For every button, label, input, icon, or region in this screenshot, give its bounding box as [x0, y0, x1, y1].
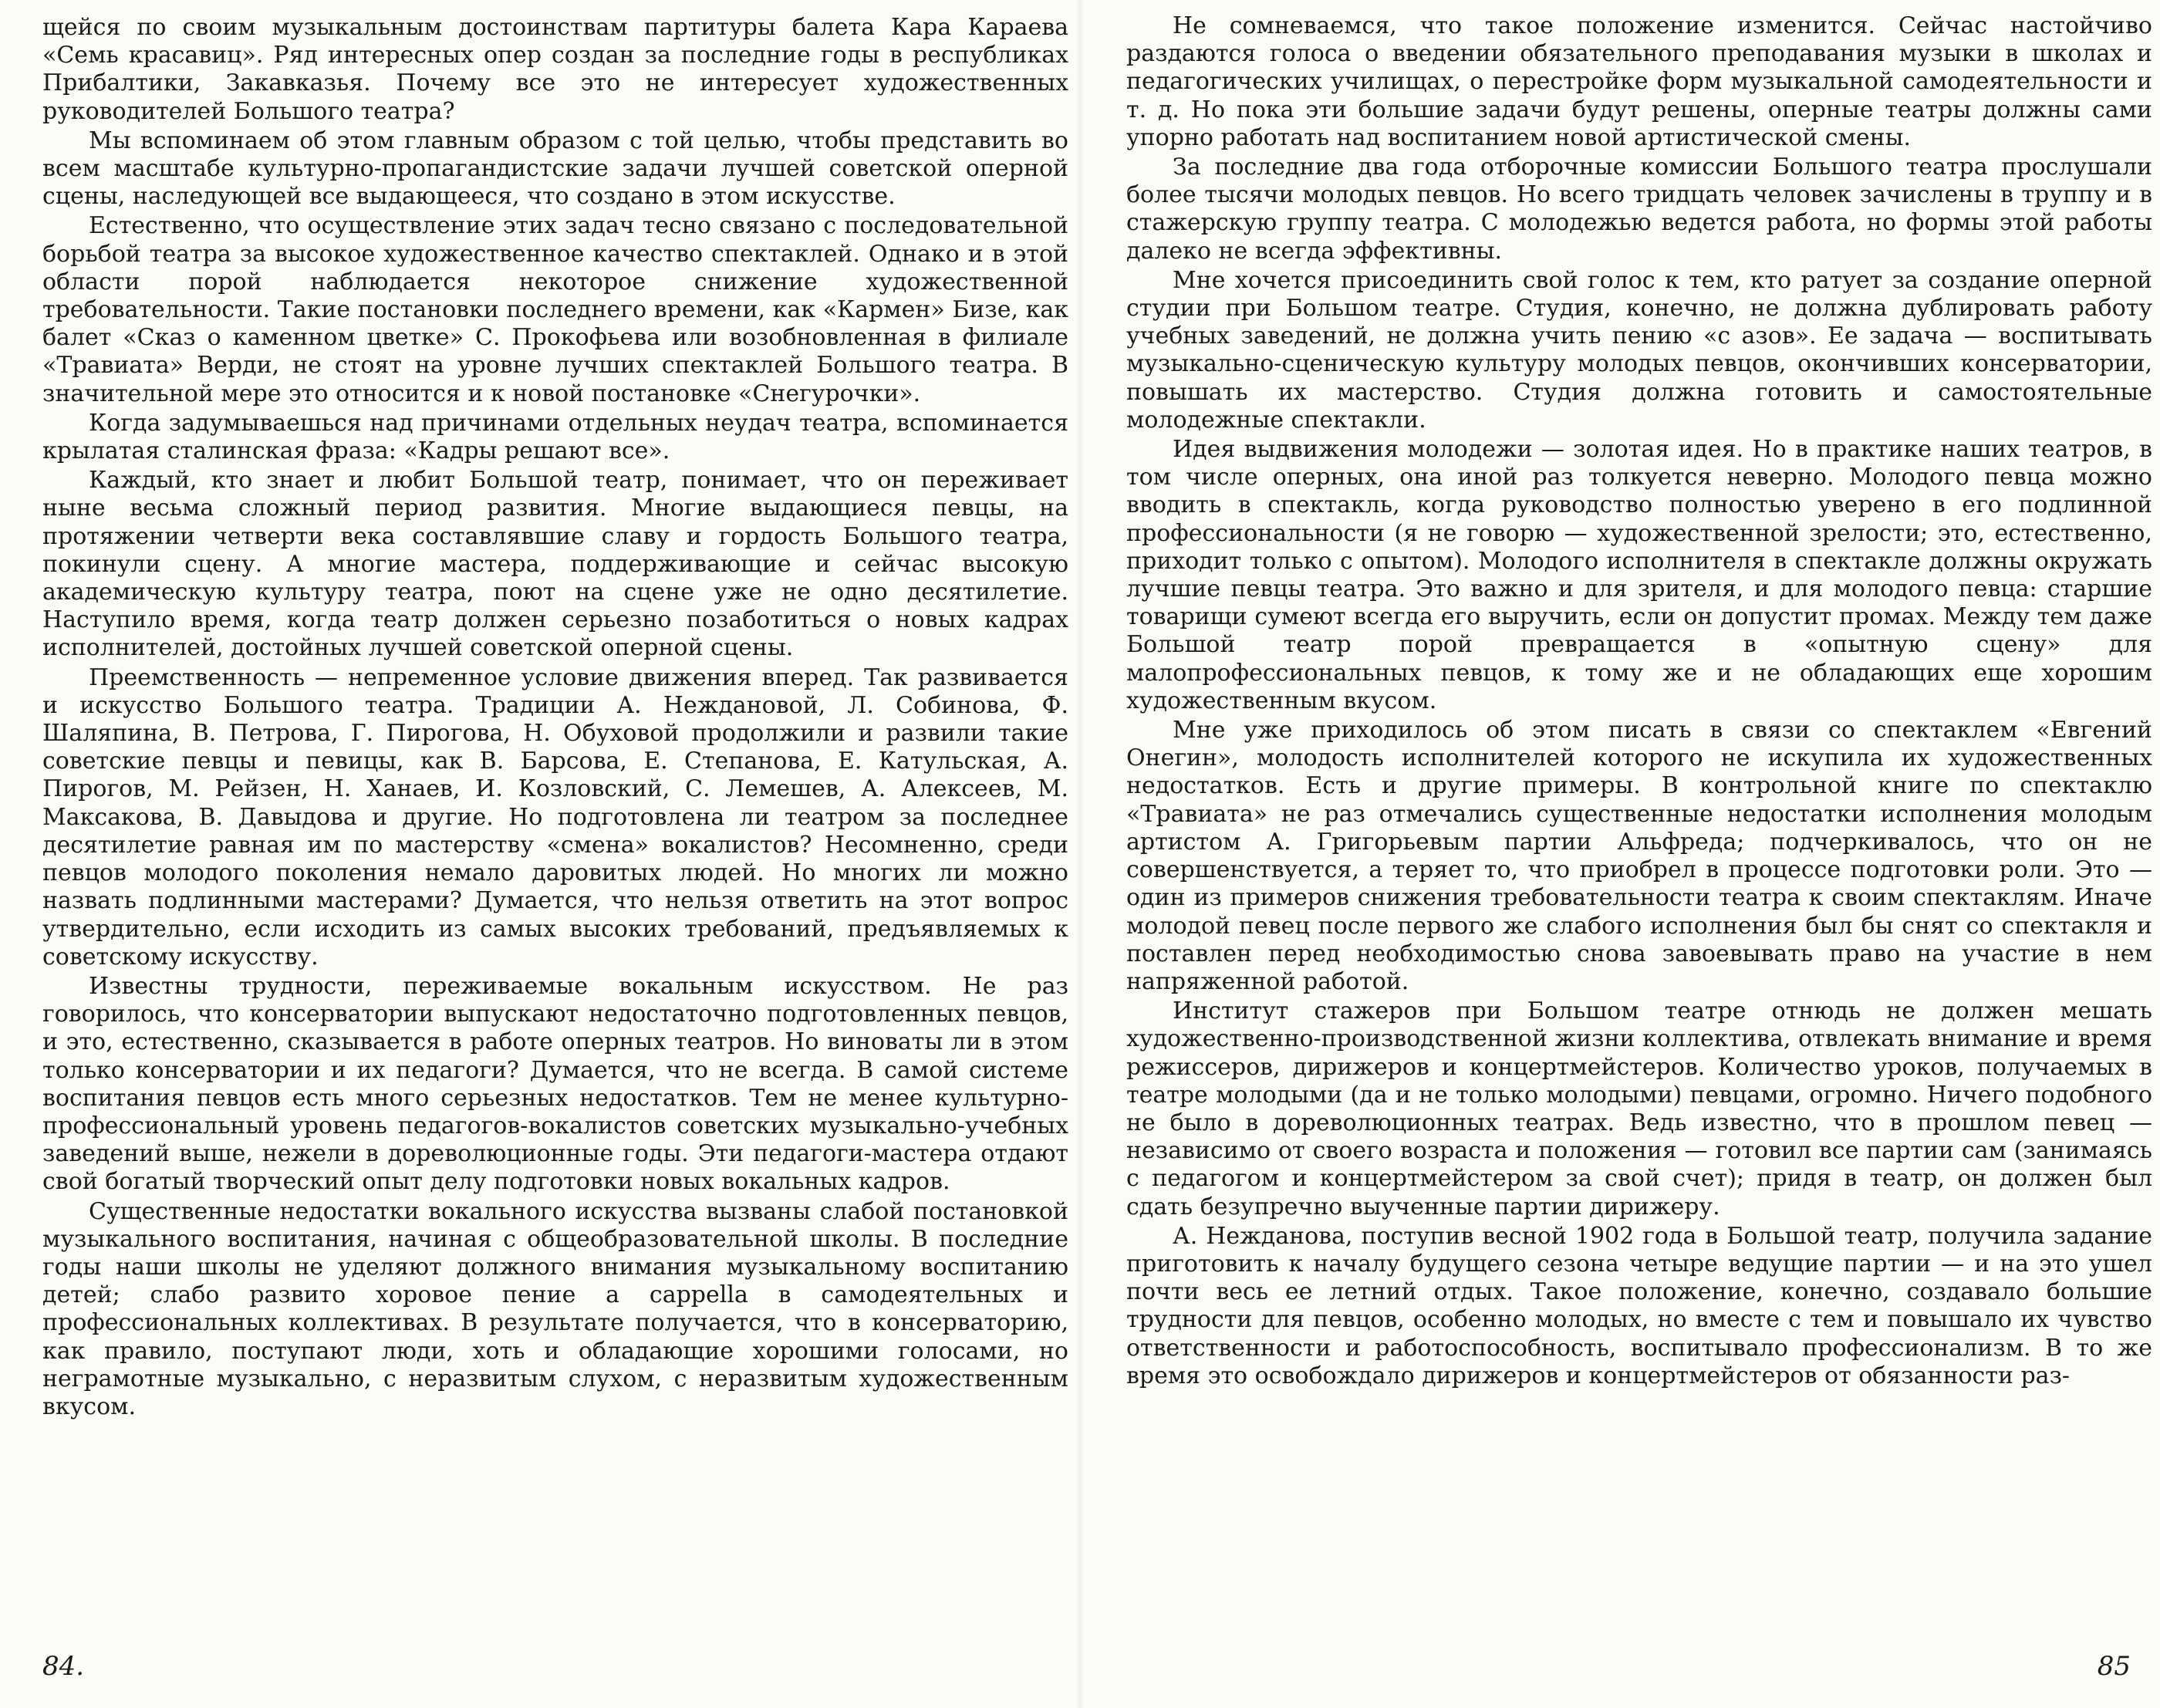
paragraph: Существенные недостатки вокального искусства вызваны слабой постановкой музыкального воспитания, начиная с общеобразовательной школы. В последние годы наши школы не уделяют должного внимания музыкальному воспитанию детей; слабо развито хоровое пение a cappella в самодеятельных и профессиональных коллективах. В результате получается, что в консерваторию, как правило, поступают люди, хоть и обладающие хорошими голосами, но неграмотные музыкально, с неразвитым слухом, с неразвитым художественным вкусом.: [42, 1197, 1068, 1420]
paragraph: Мне хочется присоединить свой голос к тем, кто ратует за создание оперной студии при Большом театре. Студия, конечно, не должна дублировать работу учебных заведений, не должна учить пению «с азов». Ее задача — воспитывать музыкально-сценическую культуру молодых певцов, окончивших консерватории, повышать их мастерство. Студия должна готовить и самостоятельные молодежные спектакли.: [1126, 266, 2152, 434]
paragraph: Естественно, что осуществление этих задач тесно связано с последовательной борьбой театра за высокое художественное качество спектаклей. Однако и в этой области порой наблюдается некоторое снижение художественной требовательности. Такие постановки последнего времени, как «Кармен» Бизе, как балет «Сказ о каменном цветке» С. Прокофьева или возобновленная в филиале «Травиата» Верди, не стоят на уровне лучших спектаклей Большого театра. В значительной мере это относится и к новой постановке «Снегурочки».: [42, 212, 1068, 407]
paragraph: За последние два года отборочные комиссии Большого театра прослушали более тысячи молодых певцов. Но всего тридцать человек зачислены в труппу и в стажерскую группу театра. С молодежью ведется работа, но формы этой работы далеко не всегда эффективны.: [1126, 154, 2152, 265]
paragraph: Институт стажеров при Большом театре отнюдь не должен мешать художественно-производственной жизни коллектива, отвлекать внимание и время режиссеров, дирижеров и концертмейстеров. Количество уроков, получаемых в театре молодыми (да и не только молодыми) певцами, огромно. Ничего подобного не было в дореволюционных театрах. Ведь известно, что в прошлом певец — независимо от своего возраста и положения — готовил все партии сам (занимаясь с педагогом и концертмейстером за свой счет); придя в театр, он должен был сдать безупречно выученные партии дирижеру.: [1126, 997, 2152, 1220]
page-number-right: 85: [2097, 1651, 2131, 1682]
paragraph: Мы вспоминаем об этом главным образом с той целью, чтобы представить во всем масштабе культурно-пропагандистские задачи лучшей советской оперной сцены, наследующей все выдающееся, что создано в этом искусстве.: [42, 127, 1068, 211]
paragraph: щейся по своим музыкальным достоинствам партитуры балета Кара Караева «Семь красавиц». Ряд интересных опер создан за последние годы в республиках Прибалтики, Закавказья. Почему все это не интересует художественных руководителей Большого театра?: [42, 14, 1068, 125]
paragraph: Не сомневаемся, что такое положение изменится. Сейчас настойчиво раздаются голоса о введении обязательного преподавания музыки в школах и педагогических училищах, о перестройке форм музыкальной самодеятельности и т. д. Но пока эти большие задачи будут решены, оперные театры должны сами упорно работать над воспитанием новой артистической смены.: [1126, 12, 2152, 151]
left-page-text: [42, 14, 1068, 1423]
paragraph: Мне уже приходилось об этом писать в связи со спектаклем «Евгений Онегин», молодость исполнителей которого не искупила их художественных недостатков. Есть и другие примеры. В контрольной книге по спектаклю «Травиата» не раз отмечались существенные недостатки исполнения молодым артистом А. Григорьевым партии Альфреда; подчеркивалось, что он не совершенствуется, а теряет то, что приобрел в процессе подготовки роли. Это — один из примеров снижения требовательности театра к своим спектаклям. Иначе молодой певец после первого же слабого исполнения был бы снят со спектакля и поставлен перед необходимостью снова завоевывать право на участие в нем напряженной работой.: [1126, 717, 2152, 995]
page-number-left: 84.: [42, 1651, 85, 1682]
paragraph: Каждый, кто знает и любит Большой театр, понимает, что он переживает ныне весьма сложный период развития. Многие выдающиеся певцы, на протяжении четверти века составлявшие славу и гордость Большого театра, покинули сцену. А многие мастера, поддерживающие и сейчас высокую академическую культуру театра, поют на сцене уже не одно десятилетие. Наступило время, когда театр должен серьезно позаботиться о новых кадрах исполнителей, достойных лучшей советской оперной сцены.: [42, 467, 1068, 662]
paragraph: Преемственность — непременное условие движения вперед. Так развивается и искусство Большого театра. Традиции А. Неждановой, Л. Собинова, Ф. Шаляпина, В. Петрова, Г. Пирогова, Н. Обуховой продолжили и развили такие советские певцы и певицы, как В. Барсова, Е. Степанова, Е. Катульская, А. Пирогов, М. Рейзен, Н. Ханаев, И. Козловский, С. Лемешев, А. Алексеев, М. Максакова, В. Давыдова и другие. Но подготовлена ли театром за последнее десятилетие равная им по мастерству «смена» вокалистов? Несомненно, среди певцов молодого поколения немало даровитых людей. Но многих ли можно назвать подлинными мастерами? Думается, что нельзя ответить на этот вопрос утвердительно, если исходить из самых высоких требований, предъявляемых к советскому искусству.: [42, 663, 1068, 970]
paragraph: Известны трудности, переживаемые вокальным искусством. Не раз говорилось, что консерватории выпускают недостаточно подготовленных певцов, и это, естественно, сказывается в работе оперных театров. Но виноваты ли в этом только консерватории и их педагоги? Думается, что не всегда. В самой системе воспитания певцов есть много серьезных недостатков. Тем не менее культурно-профессиональный уровень педагогов-вокалистов советских музыкально-учебных заведений выше, нежели в дореволюционные годы. Эти педагоги-мастера отдают свой богатый творческий опыт делу подготовки новых вокальных кадров.: [42, 972, 1068, 1196]
paragraph: Идея выдвижения молодежи — золотая идея. Но в практике наших театров, в том числе оперных, она иной раз толкуется неверно. Молодого певца можно вводить в спектакль, когда руководство полностью уверено в его подлинной профессиональности (я не говорю — художественной зрелости; это, естественно, приходит только с опытом). Молодого исполнителя в спектакле должны окружать лучшие певцы театра. Это важно и для зрителя, и для молодого певца: старшие товарищи сумеют всегда его выручить, если он допустит промах. Между тем даже Большой театр порой превращается в «опытную сцену» для малопрофессиональных певцов, к тому же и не обладающих еще хорошим художественным вкусом.: [1126, 436, 2152, 714]
right-page-text: [1126, 12, 2152, 1392]
paragraph: А. Нежданова, поступив весной 1902 года в Большой театр, получила задание приготовить к началу будущего сезона четыре ведущие партии — и на это ушел почти весь ее летний отдых. Такое положение, конечно, создавало большие трудности для певцов, особенно молодых, но вместе с тем и повышало их чувство ответственности и работоспособность, воспитывало профессионализм. В то же время это освобождало дирижеров и концертмейстеров от обязанности раз-: [1126, 1222, 2152, 1389]
paragraph: Когда задумываешься над причинами отдельных неудач театра, вспоминается крылатая сталинская фраза: «Кадры решают все».: [42, 409, 1068, 465]
right-page: [1080, 0, 2160, 1708]
